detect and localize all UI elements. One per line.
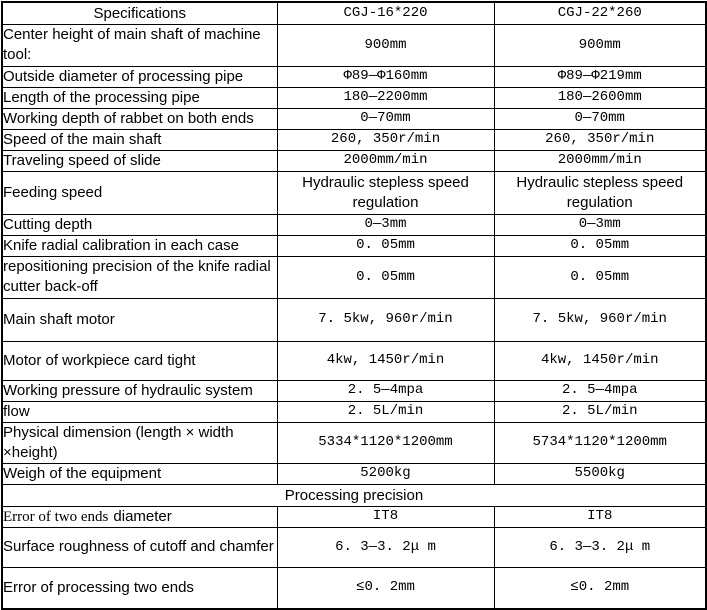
row-main-shaft-speed [2,129,706,150]
spec-label: flow [2,401,277,422]
row-workpiece-motor [2,341,706,380]
row-section-processing-precision [2,484,706,506]
spec-label: Outside diameter of processing pipe [2,66,277,87]
spec-value: 0. 05mm [277,235,494,256]
spec-value: 0—70mm [277,108,494,129]
spec-value: 4kw, 1450r/min [494,341,706,380]
row-flow [2,401,706,422]
spec-value: 2. 5—4mpa [277,380,494,401]
spec-value: 180—2200mm [277,87,494,108]
spec-label: Speed of the main shaft [2,129,277,150]
row-outside-diameter [2,66,706,87]
spec-value: 0—3mm [494,214,706,235]
spec-label: Working pressure of hydraulic system [2,380,277,401]
row-error-processing-two-ends [2,567,706,609]
spec-label: Center height of main shaft of machine tool: [2,24,277,66]
spec-value: 0—70mm [494,108,706,129]
spec-value: Φ89—Φ160mm [277,66,494,87]
row-equipment-weight [2,463,706,484]
spec-value: 5200kg [277,463,494,484]
header-row [2,2,706,24]
spec-value: 2. 5L/min [277,401,494,422]
spec-label: Physical dimension (length × width ×height) [2,422,277,463]
spec-value: 180—2600mm [494,87,706,108]
spec-value: 2. 5L/min [494,401,706,422]
spec-value: 900mm [494,24,706,66]
row-surface-roughness [2,527,706,567]
row-center-height [2,24,706,66]
spec-label: Length of the processing pipe [2,87,277,108]
spec-label: Traveling speed of slide [2,150,277,171]
spec-value: IT8 [494,506,706,527]
spec-value: 2000mm/min [494,150,706,171]
row-slide-speed [2,150,706,171]
spec-value: 7. 5kw, 960r/min [277,298,494,341]
header-specifications: Specifications [2,2,277,24]
spec-label [2,506,277,527]
spec-value: 4kw, 1450r/min [277,341,494,380]
spec-label: repositioning precision of the knife radial cutter back-off [2,256,277,298]
row-pipe-length [2,87,706,108]
spec-value: 5334*1120*1200mm [277,422,494,463]
spec-value: 6. 3—3. 2μ m [494,527,706,567]
row-hydraulic-pressure [2,380,706,401]
row-feeding-speed [2,171,706,214]
spec-value: Hydraulic stepless speed regulation [494,171,706,214]
spec-value: 7. 5kw, 960r/min [494,298,706,341]
specifications-table [1,1,707,610]
row-rabbet-depth [2,108,706,129]
spec-label-serif-part: Error of two ends [3,508,109,525]
spec-label: Knife radial calibration in each case [2,235,277,256]
row-main-shaft-motor [2,298,706,341]
spec-value: 2000mm/min [277,150,494,171]
spec-label: Weigh of the equipment [2,463,277,484]
spec-value: IT8 [277,506,494,527]
header-model-2: CGJ-22*260 [494,2,706,24]
header-model-1: CGJ-16*220 [277,2,494,24]
row-repositioning-precision [2,256,706,298]
spec-value: 5500kg [494,463,706,484]
spec-value: 0. 05mm [277,256,494,298]
spec-label: Surface roughness of cutoff and chamfer [2,527,277,567]
spec-value: 6. 3—3. 2μ m [277,527,494,567]
row-physical-dimension [2,422,706,463]
spec-value: Hydraulic stepless speed regulation [277,171,494,214]
spec-value: 2. 5—4mpa [494,380,706,401]
spec-value: 0—3mm [277,214,494,235]
section-title: Processing precision [2,484,706,506]
spec-value: 260, 350r/min [494,129,706,150]
spec-value: 0. 05mm [494,256,706,298]
spec-value: ≤0. 2mm [277,567,494,609]
row-error-two-ends-diameter [2,506,706,527]
spec-value: Φ89—Φ219mm [494,66,706,87]
spec-value: 5734*1120*1200mm [494,422,706,463]
spec-label: Error of processing two ends [2,567,277,609]
spec-label-sans-part: diameter [113,507,172,525]
spec-label: Feeding speed [2,171,277,214]
spec-value: ≤0. 2mm [494,567,706,609]
row-cutting-depth [2,214,706,235]
spec-value: 900mm [277,24,494,66]
spec-label: Main shaft motor [2,298,277,341]
row-knife-calibration [2,235,706,256]
spec-label: Working depth of rabbet on both ends [2,108,277,129]
spec-label: Cutting depth [2,214,277,235]
spec-value: 0. 05mm [494,235,706,256]
spec-label: Motor of workpiece card tight [2,341,277,380]
spec-value: 260, 350r/min [277,129,494,150]
